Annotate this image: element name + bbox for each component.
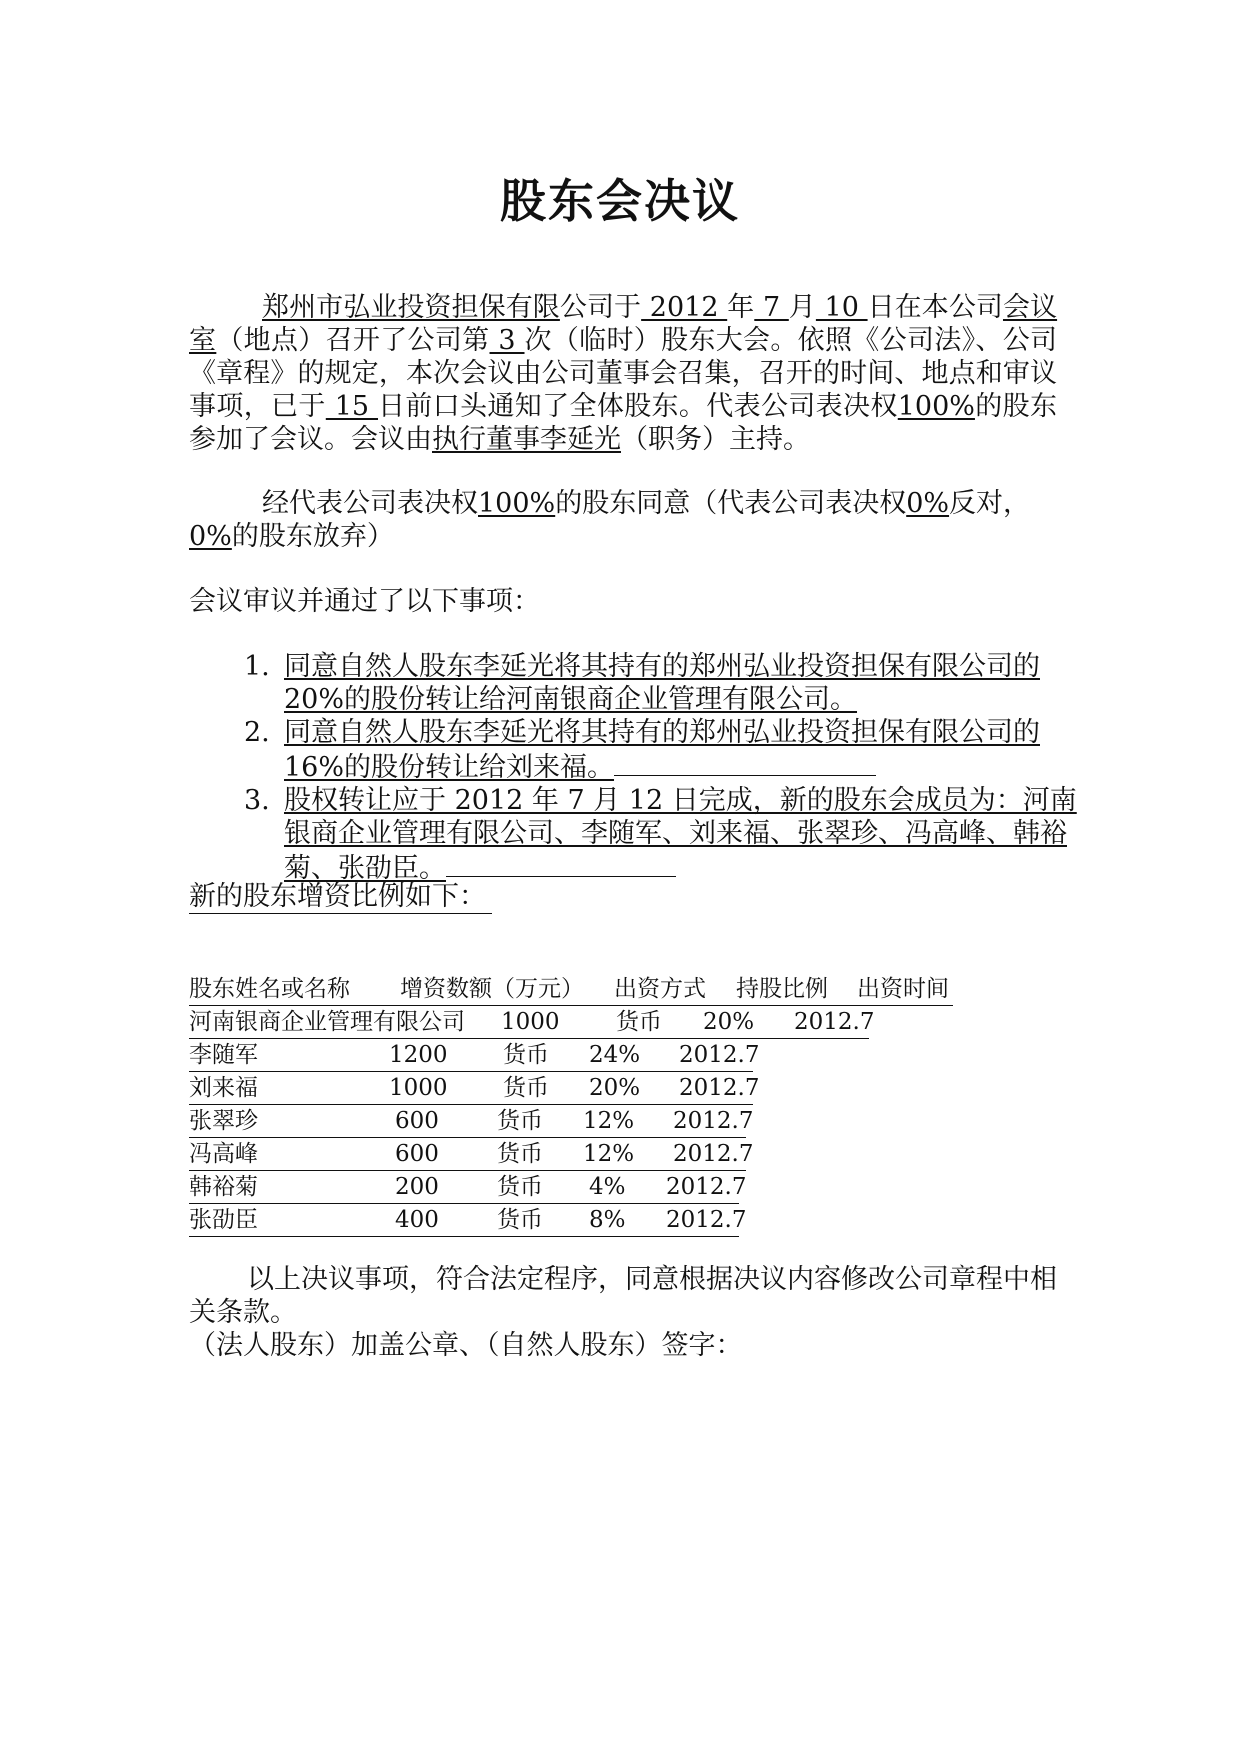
list-item-number: 1. [244, 651, 270, 682]
list-item [244, 650, 1082, 716]
meeting-number: 3 [489, 325, 525, 356]
shareholder-table [189, 973, 953, 1237]
signature-line: （法人股东）加盖公章、（自然人股东）签字： [189, 1330, 743, 1361]
meeting-month: 7 [754, 292, 789, 323]
list-item-number: 3. [244, 785, 270, 816]
header-amount: 增资数额（万元） [400, 976, 584, 1002]
company-name: 郑州市弘业投资担保有限 [262, 292, 560, 323]
underline-filler [446, 850, 676, 877]
list-item-text: 同意自然人股东李延光将其持有的郑州弘业投资担保有限公司的 20%的股份转让给河南银商企业管理有限公司。 [284, 651, 1040, 715]
header-ratio: 持股比例 [736, 976, 828, 1002]
list-item-text: 同意自然人股东李延光将其持有的郑州弘业投资担保有限公司的 16%的股份转让给刘来福。 [284, 717, 1040, 783]
table-row: 河南银商企业管理有限公司 1000 货币 20% 2012.7 [189, 1006, 869, 1039]
table-row: 张翠珍 600 货币 12% 2012.7 [189, 1105, 746, 1138]
meeting-intro-paragraph: 郑州市弘业投资担保有限公司于 2012 年 7 月 10 日在本公司会议室（地点）召开了公司第 3 次（临时）股东大会。依照《公司法》、公司《章程》的规定，本次会议由公司董事会召集，召开的时间、地点和审议事项，已于 15 日前口头通知了全体股东。代表公司表决权100%的股东参加了会议。会议由执行董事李延光（职务）主持。 [189, 292, 1058, 455]
meeting-chair: 执行董事李延光 [432, 424, 621, 455]
new-ratio-heading: 新的股东增资比例如下： [189, 880, 492, 914]
resolution-list [244, 650, 1082, 885]
header-shareholder: 股东姓名或名称 [189, 976, 350, 1002]
list-item-text: 股权转让应于 2012 年 7 月 12 日完成，新的股东会成员为：河南银商企业管理有限公司、李随军、刘来福、张翠珍、冯高峰、韩裕菊、张劭臣。 [284, 785, 1077, 884]
header-method: 出资方式 [614, 976, 706, 1002]
header-date: 出资时间 [857, 976, 949, 1002]
list-item-number: 2. [244, 717, 270, 748]
table-row: 冯高峰 600 货币 12% 2012.7 [189, 1138, 746, 1171]
resolutions-intro: 会议审议并通过了以下事项： [189, 586, 540, 617]
agree-percent: 100% [478, 488, 556, 519]
list-item [244, 716, 1082, 784]
meeting-year: 2012 [641, 292, 728, 323]
against-percent: 0% [906, 488, 950, 519]
table-row: 韩裕菊 200 货币 4% 2012.7 [189, 1171, 739, 1204]
attendance-percent: 100% [897, 391, 975, 422]
document-title: 股东会决议 [500, 174, 740, 228]
underline-filler [614, 749, 876, 776]
abstain-percent: 0% [189, 521, 232, 552]
table-row: 张劭臣 400 货币 8% 2012.7 [189, 1204, 739, 1237]
table-header-row [189, 973, 953, 1006]
notice-days: 15 [325, 391, 379, 422]
voting-result-paragraph: 经代表公司表决权100%的股东同意（代表公司表决权0%反对，0%的股东放弃） [189, 488, 1031, 552]
meeting-day: 10 [815, 292, 868, 323]
closing-paragraph: 以上决议事项，符合法定程序，同意根据决议内容修改公司章程中相关条款。 [189, 1264, 1057, 1328]
table-row: 李随军 1200 货币 24% 2012.7 [189, 1039, 753, 1072]
meeting-place: 会议室 [189, 292, 1058, 356]
table-row: 刘来福 1000 货币 20% 2012.7 [189, 1072, 753, 1105]
list-item [244, 784, 1082, 885]
